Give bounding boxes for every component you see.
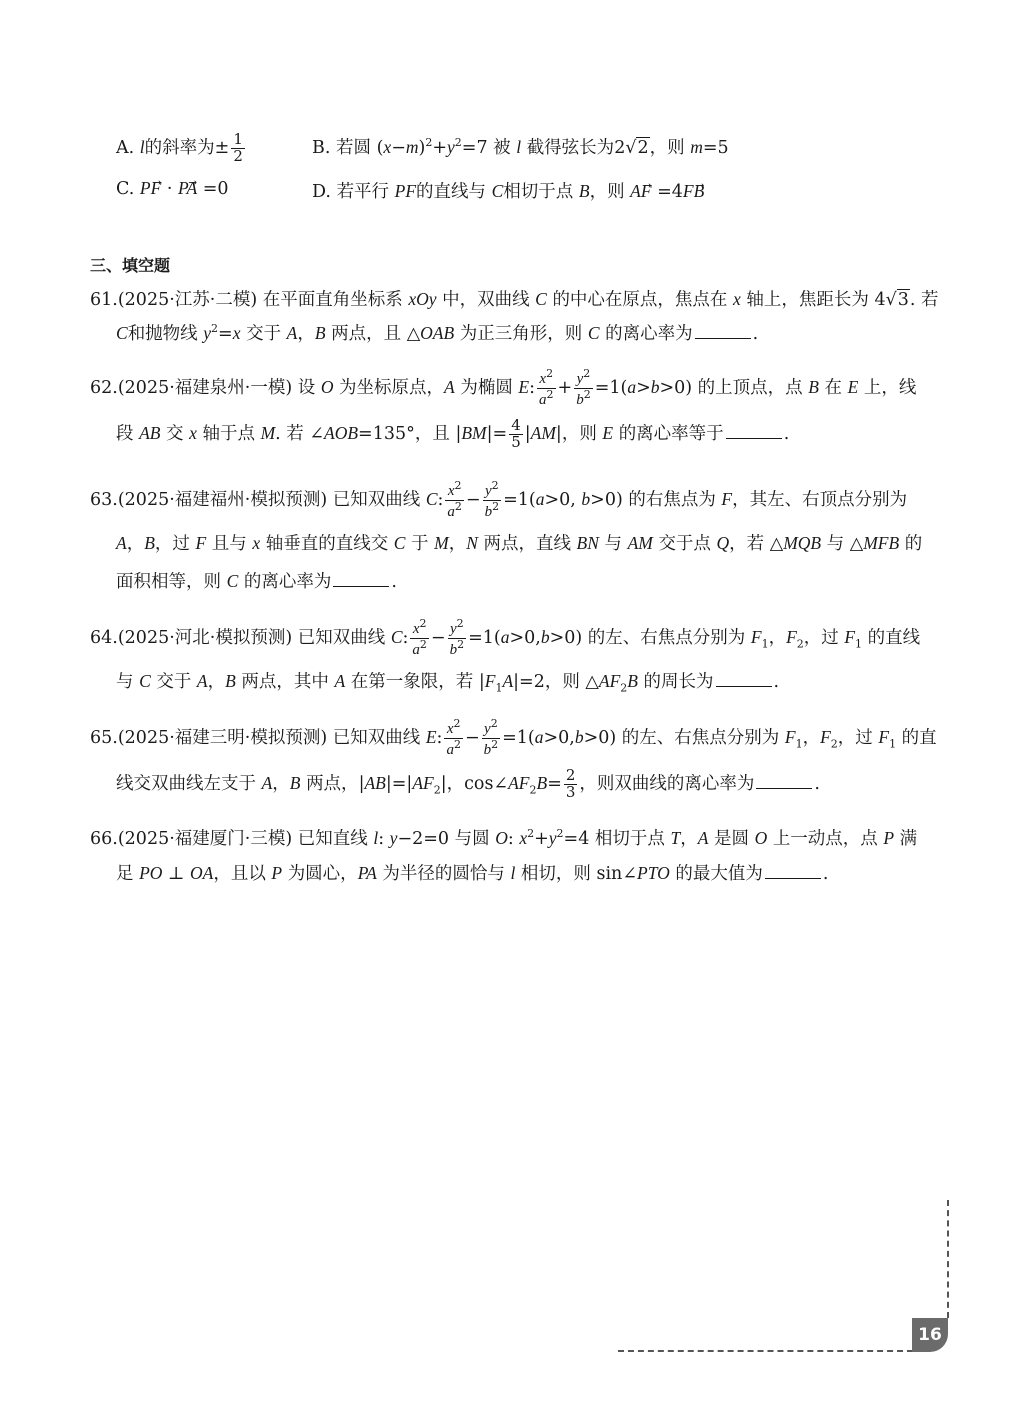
question-66-line2: 足 PO ⊥ OA，且以 P 为圆心，PA 为半径的圆恰与 l 相切，则 sin∠PTO 的最大值为 . [116,863,829,884]
text: 已知直线 [297,829,368,849]
text: 两点，直线 [483,534,571,554]
text: 上，线 [863,377,917,398]
option-d-label: D. [312,182,331,202]
text: 的最大值为 [675,864,763,884]
text: 交于点 [658,534,711,554]
question-source: (2025·福建厦门·三模) [117,829,293,849]
text: 和抛物线 [127,324,198,344]
text: 为正三角形，则 [459,324,583,344]
question-63-line2: A，B，过 F 且与 x 轴垂直的直线交 C 于 M，N 两点，直线 BN 与 AM 交于点 Q，若 △MQB 与 △MFB 的 [116,533,923,554]
text: 已知双曲线 [332,489,421,510]
question-source: (2025·河北·模拟预测) [117,627,293,648]
text: 为半径的圆恰与 [382,864,505,884]
option-c: C. PF⃗ · PA⃗ =0 [116,178,229,199]
page-number: 16 [912,1318,948,1352]
option-d-text3: 相切于点 [503,182,574,202]
question-number: 65. [90,727,118,748]
question-63: 63.(2025·福建福州·模拟预测) 已知双曲线 C: $\frac{x^2}{a^2}$ − $\frac{y^2}{b^2}$ =1(a>0, b>0) 的右焦点为 F，其左、右顶点分别为 [90,479,908,520]
text: ，则 [561,423,597,444]
text: 于 [411,534,429,554]
text: 两点， [306,773,359,794]
question-61-line2: C和抛物线 $y^2=x$ 交于 A，B 两点，且 △OAB 为正三角形，则 C 的离心率为 . [116,322,759,344]
option-b-text2: 被 [493,138,511,158]
text: 的中心在原点，焦点在 [552,290,728,310]
text: . 若 [275,423,304,444]
text: 的离心率为 [605,324,693,344]
section-title: 三、填空题 [90,256,171,275]
question-62: 62.(2025·福建泉州·一模) 设 O 为坐标原点，A 为椭圆 E: $\frac{x^2}{a^2}$ + $\frac{y^2}{b^2}$ =1(a>b>0) 的上顶点，点 B 在 E 上，线 [90,367,917,408]
text: 满 [899,829,918,849]
answer-blank[interactable] [765,877,821,879]
question-number: 64. [90,627,118,648]
text: 为圆心， [287,864,358,884]
text: ，若 [729,534,765,554]
option-d-text: 若平行 [336,182,390,202]
question-number: 66. [90,829,118,849]
text: 相切，则 [520,864,591,884]
text: 轴于点 [202,423,255,444]
text: 上一动点，点 [772,829,878,849]
text: 的 [904,534,923,554]
text: 且以 [230,864,266,884]
text: 在 [824,377,843,398]
text: . 若 [909,290,939,310]
fraction: $\frac{1}{2}$ [233,130,243,165]
text: 在平面直角坐标系 [262,290,403,310]
question-source: (2025·福建泉州·一模) [117,377,293,398]
text: 与圆 [454,829,490,849]
text: 段 [116,423,134,444]
text: 两点，且 [331,324,402,344]
text: 是圆 [714,829,750,849]
text: 则 [562,672,580,692]
page-border-horizontal [618,1350,913,1352]
answer-blank[interactable] [333,585,389,587]
answer-blank[interactable] [695,337,751,339]
option-d-text2: 的直线与 [416,182,487,202]
math: l [139,136,145,157]
text: 过 [821,627,839,648]
question-64-line2: 与 C 交于 A，B 两点，其中 A 在第一象限，若 $|F_1A|=2$，则 $\triangle AF_2B$ 的周长为 . [116,671,780,695]
text: 过 [172,534,190,554]
text: 两点，其中 [241,672,329,692]
text: 交于 [246,324,282,344]
option-a-text: 的斜率为± [144,137,230,158]
text: 过 [855,727,873,748]
text: 则双曲线的离心率为 [596,773,755,794]
option-b-text4: ，则 [649,138,685,158]
question-source: (2025·福建三明·模拟预测) [117,727,328,748]
question-number: 62. [90,377,118,398]
text: 与 [116,672,134,692]
option-b-label: B. [312,138,331,158]
option-a-label: A. [116,137,135,158]
text: 相切于点 [594,829,665,849]
question-65-line2: 线交双曲线左支于 A，B 两点，$|AB|=|AF_2|$，$\cos\angle AF_2B=$ $\frac{2}{3}$ ，则双曲线的离心率为 . [116,766,820,801]
text: 的周长为 [643,672,714,692]
text: 中，双曲线 [442,290,530,310]
answer-blank[interactable] [726,437,782,439]
text: 为坐标原点， [339,377,445,398]
option-c-label: C. [116,179,135,199]
question-62-line2: 段 AB 交 x 轴于点 M. 若 ∠AOB=135°，且 |BM|= $\frac{4}{5}$ |AM|，则 E 的离心率等于 . [116,416,790,451]
text: 交 [166,423,184,444]
text: 的左、右焦点分别为 [621,727,780,748]
text: 的直线 [867,627,921,648]
text: 的上顶点，点 [697,377,803,398]
question-source: (2025·福建福州·模拟预测) [117,489,328,510]
text: 的离心率等于 [618,423,724,444]
text: 的离心率为 [243,572,332,592]
text: 为椭圆 [460,377,513,398]
text: 的左、右焦点分别为 [587,627,746,648]
text: 已知双曲线 [332,727,421,748]
text: 足 [116,864,134,884]
text: 已知双曲线 [297,627,386,648]
text: 的右焦点为 [628,489,716,510]
text: 线交双曲线左支于 [116,773,256,794]
text: 轴垂直的直线交 [265,534,389,554]
text: 面积相等，则 [116,572,221,592]
question-61: 61.(2025·江苏·二模) 在平面直角坐标系 xOy 中，双曲线 C 的中心在原点，焦点在 x 轴上，焦距长为 4√3. 若 [90,289,939,310]
text: 交于 [156,672,192,692]
text: 与 [604,534,622,554]
text: 的直 [901,727,937,748]
answer-blank[interactable] [756,787,812,789]
question-64: 64.(2025·河北·模拟预测) 已知双曲线 C: $\frac{x^2}{a^2}$ − $\frac{y^2}{b^2}$ =1(a>0,b>0) 的左、右焦点分别为 $F_1$，$F_2$，过 $F_1$ 的直线 [90,617,921,658]
text: 且与 [211,534,247,554]
option-d: D. 若平行 PF的直线与 C相切于点 B，则 AF⃗ =4FB [312,181,705,202]
option-a [116,132,247,165]
option-b-text: 若圆 [336,138,372,158]
option-b-text3: 截得弦长为 [526,138,615,158]
text: 与 [826,534,845,554]
question-number: 61. [90,290,118,310]
option-d-text4: ，则 [589,182,625,202]
text: 轴上，焦距长为 [746,290,869,310]
text: ，且 [414,423,450,444]
question-number: 63. [90,489,118,510]
question-63-line3: 面积相等，则 C 的离心率为 . [116,571,397,592]
text: 设 [297,377,316,398]
page-border-vertical [947,1200,949,1318]
text: 在第一象限，若 [350,672,474,692]
question-66: 66.(2025·福建厦门·三模) 已知直线 l: y−2=0 与圆 O: $x^2+y^2=4$ 相切于点 T，A 是圆 O 上一动点，点 P 满 [90,827,918,849]
answer-blank[interactable] [716,685,772,687]
question-source: (2025·江苏·二模) [117,290,258,310]
text: ，其左、右顶点分别为 [732,489,908,510]
question-65: 65.(2025·福建三明·模拟预测) 已知双曲线 E: $\frac{x^2}{a^2}$ − $\frac{y^2}{b^2}$ =1(a>0,b>0) 的左、右焦点分别为 $F_1$，$F_2$，过 $F_1$ 的直 [90,717,937,758]
option-b: B. 若圆 $(x-m)^2+y^2=7$ 被 l 截得弦长为2√2，则 m=5 [312,136,729,158]
